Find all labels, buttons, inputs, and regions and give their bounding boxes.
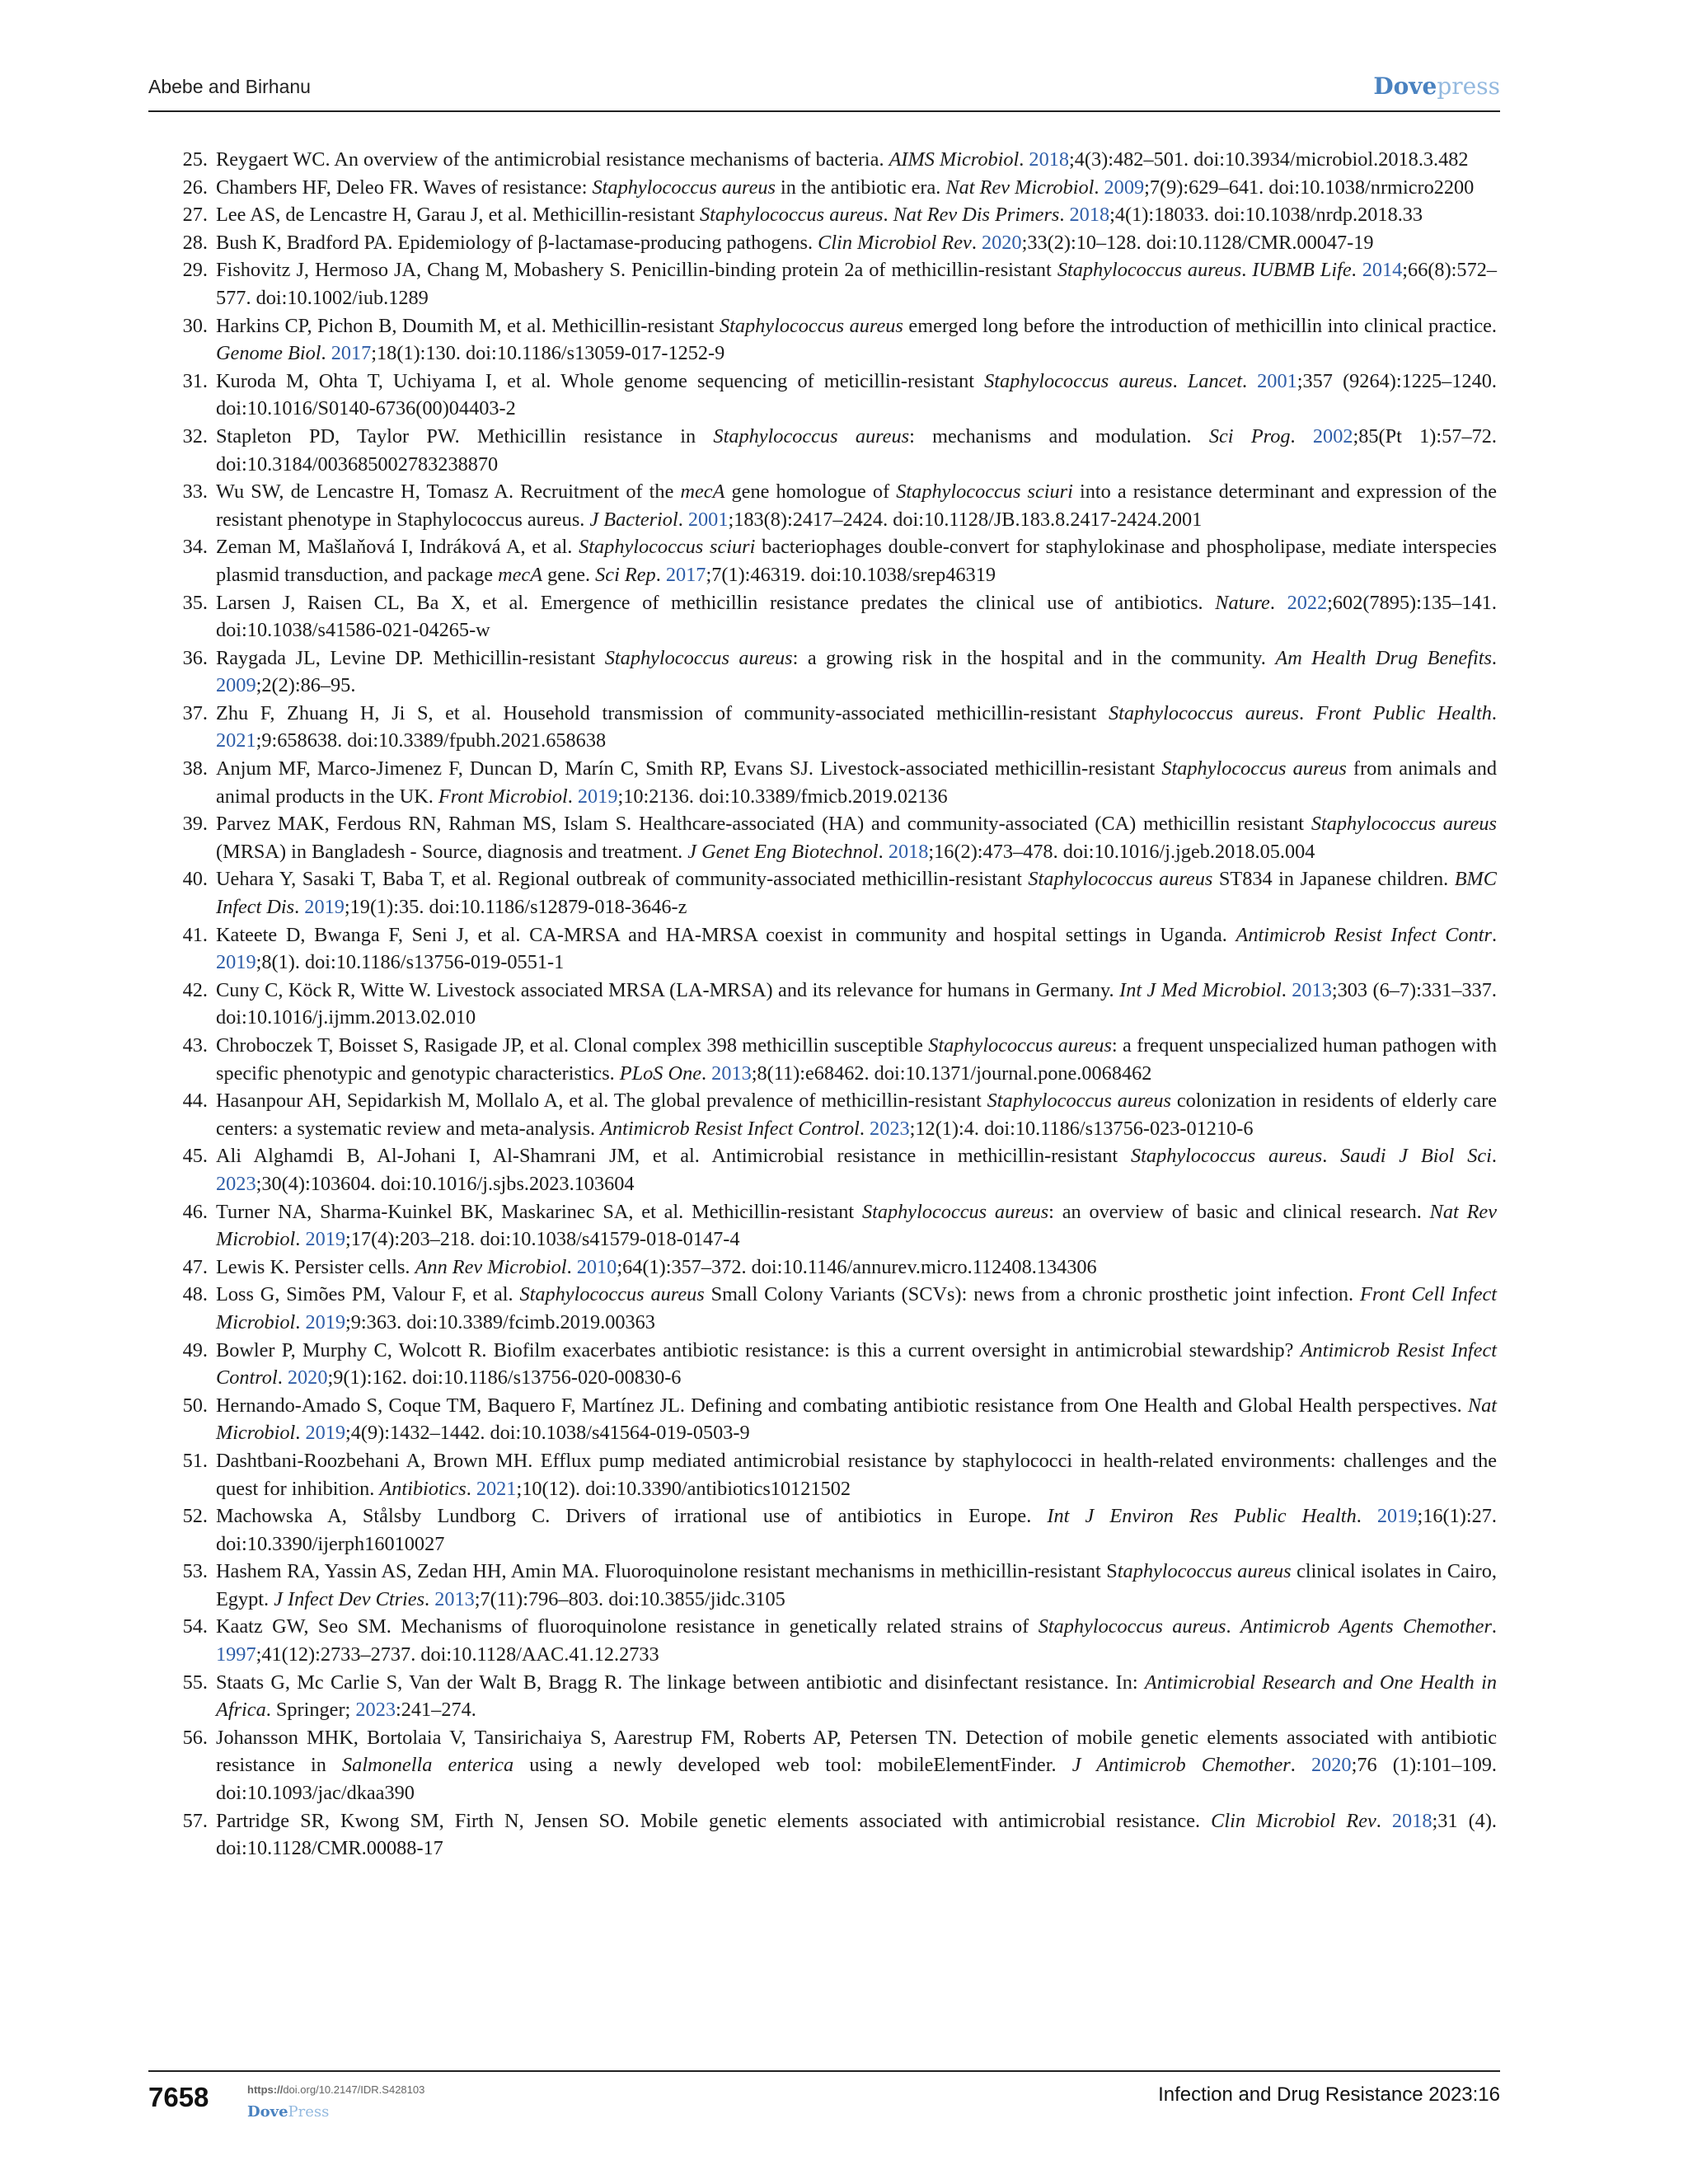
reference-item [175, 1254, 1497, 1282]
reference-number: 52. [182, 1505, 208, 1528]
reference-number: 27. [182, 204, 208, 227]
reference-text: ;9:363. doi:10.3389/fcimb.2019.00363 [345, 1310, 655, 1333]
reference-item [175, 1392, 1497, 1447]
reference-italic-text: Salmonella enterica [342, 1754, 514, 1777]
reference-text: . [1290, 424, 1313, 448]
reference-text: Harkins CP, Pichon B, Doumith M, et al. Methicillin-resistant [216, 314, 720, 337]
reference-number: 54. [182, 1615, 208, 1638]
reference-item [175, 1613, 1497, 1668]
reference-text: . [1356, 1505, 1377, 1528]
reference-italic-text: Int J Environ Res Public Health [1047, 1505, 1357, 1528]
reference-number: 26. [182, 176, 208, 199]
reference-italic-text: J Antimicrob Chemother [1071, 1754, 1291, 1777]
reference-text: ;19(1):35. doi:10.1186/s12879-018-3646-z [344, 896, 687, 919]
reference-number: 25. [182, 148, 208, 171]
reference-item [175, 533, 1497, 588]
reference-text: Dashtbani-Roozbehani A, Brown MH. Efflux pump mediated antimicrobial resistance by staphylococci in health-related environments: challenges and the quest for inhibition. [216, 1449, 1497, 1500]
reference-text: Hasanpour AH, Sepidarkish M, Mollalo A, et al. The global prevalence of methicillin-resistant [216, 1090, 987, 1113]
reference-text: . [321, 342, 331, 365]
reference-text: Zeman M, Mašlaňová I, Indráková A, et al. [216, 536, 579, 559]
reference-text: . [567, 785, 578, 808]
reference-number: 37. [182, 701, 208, 724]
reference-text: . [883, 204, 893, 227]
reference-italic-text: Staphylococcus aureus [1311, 813, 1497, 836]
reference-text: . [655, 563, 666, 586]
reference-number: 53. [182, 1560, 208, 1583]
reference-number: 35. [182, 591, 208, 614]
reference-italic-text: Front Microbiol [438, 785, 568, 808]
reference-item [175, 1198, 1497, 1254]
reference-item [175, 478, 1497, 533]
reference-text: . [295, 1310, 306, 1333]
reference-text: Parvez MAK, Ferdous RN, Rahman MS, Islam S. Healthcare-associated (HA) and community-associated (CA) methicillin resistant [216, 813, 1311, 836]
reference-year-link[interactable]: 2010 [576, 1255, 617, 1278]
reference-italic-text: Genome Biol [216, 342, 321, 365]
reference-text: Loss G, Simões PM, Valour F, et al. [216, 1283, 520, 1306]
reference-year-link[interactable]: 2013 [711, 1062, 752, 1085]
reference-text: ;602(7895):135–141. doi:10.1038/s41586-021-04265-w [216, 591, 1497, 642]
reference-text: ;4(9):1432–1442. doi:10.1038/s41564-019-0503-9 [345, 1422, 750, 1445]
running-head-authors: Abebe and Birhanu [148, 76, 311, 97]
reference-item [175, 229, 1497, 257]
reference-text: in the antibiotic era. [775, 176, 946, 199]
reference-item [175, 1558, 1497, 1613]
reference-text: Kateete D, Bwanga F, Seni J, et al. CA-MRSA and HA-MRSA coexist in community and hospital settings in Uganda. [216, 923, 1236, 946]
reference-year-link[interactable]: 2023 [870, 1117, 910, 1140]
reference-italic-text: Staphylococcus aureus [984, 369, 1173, 392]
reference-year-link[interactable]: 2020 [1311, 1754, 1352, 1777]
page-header [148, 73, 1500, 112]
journal-citation: Infection and Drug Resistance 2023:16 [1158, 2083, 1500, 2106]
reference-text: . [1491, 646, 1497, 669]
reference-text: Machowska A, Stålsby Lundborg C. Drivers of irrational use of antibiotics in Europe. [216, 1505, 1048, 1528]
reference-text: emerged long before the introduction of methicillin into clinical practice. [903, 314, 1497, 337]
reference-text: ;7(1):46319. doi:10.1038/srep46319 [706, 563, 996, 586]
reference-year-link[interactable]: 2018 [888, 840, 929, 863]
reference-text: . [1281, 978, 1292, 1001]
reference-text: . [878, 840, 889, 863]
reference-italic-text: mecA [680, 480, 725, 504]
reference-number: 29. [182, 259, 208, 282]
reference-item [175, 256, 1497, 312]
reference-italic-text: Front Public Health [1315, 701, 1492, 724]
reference-text: Bush K, Bradford PA. Epidemiology of β-lactamase-producing pathogens. [216, 231, 818, 254]
reference-italic-text: Ann Rev Microbiol [415, 1255, 567, 1278]
reference-text: colonization in residents of elderly care centers: a systematic review and meta-analysis. [216, 1090, 1497, 1140]
reference-number: 34. [182, 536, 208, 559]
reference-item [175, 1502, 1497, 1558]
reference-text: ;4(3):482–501. doi:10.3934/microbiol.2018.3.482 [1069, 148, 1469, 171]
reference-item [175, 1669, 1497, 1724]
reference-number: 44. [182, 1090, 208, 1113]
reference-item [175, 644, 1497, 700]
reference-text: ;8(11):e68462. doi:10.1371/journal.pone.0068462 [751, 1062, 1152, 1085]
reference-item [175, 146, 1497, 174]
reference-text: from animals and animal products in the UK. [216, 757, 1497, 808]
reference-number: 28. [182, 231, 208, 254]
reference-italic-text: J Genet Eng Biotechnol [687, 840, 879, 863]
reference-item [175, 977, 1497, 1032]
reference-list [175, 146, 1497, 1863]
reference-italic-text: Staphylococcus sciuri [579, 536, 756, 559]
reference-number: 45. [182, 1145, 208, 1168]
reference-text: ;17(4):203–218. doi:10.1038/s41579-018-0147-4 [345, 1228, 740, 1251]
reference-italic-text: Clin Microbiol Rev [1211, 1809, 1376, 1832]
reference-text: ;64(1):357–372. doi:10.1146/annurev.micro.112408.134306 [617, 1255, 1097, 1278]
reference-text: Hernando-Amado S, Coque TM, Baquero F, Martínez JL. Defining and combating antibiotic resistance from One Health and Global Health perspectives. [216, 1394, 1468, 1417]
reference-number: 47. [182, 1255, 208, 1278]
reference-text: Chambers HF, Deleo FR. Waves of resistance: [216, 176, 593, 199]
reference-text: . [1491, 1145, 1497, 1168]
reference-text: . Springer; [265, 1699, 356, 1722]
reference-year-link[interactable]: 2019 [216, 951, 256, 974]
reference-text: Wu SW, de Lencastre H, Tomasz A. Recruitment of the [216, 480, 681, 504]
reference-year-link[interactable]: 2023 [216, 1172, 256, 1195]
reference-text: ;16(2):473–478. doi:10.1016/j.jgeb.2018.05.004 [928, 840, 1315, 863]
reference-year-link[interactable]: 2019 [305, 1228, 346, 1251]
reference-number: 51. [182, 1449, 208, 1472]
reference-number: 39. [182, 813, 208, 836]
reference-italic-text: Staphylococcus aureus [987, 1090, 1171, 1113]
reference-year-link[interactable]: 2019 [1376, 1505, 1418, 1528]
reference-text: . [1290, 1754, 1311, 1777]
dovepress-footer-logo[interactable]: DovePress [247, 2103, 330, 2121]
reference-italic-text: Staphylococcus aureus [1057, 259, 1242, 282]
reference-number: 36. [182, 646, 208, 669]
reference-text: . [424, 1587, 435, 1610]
reference-italic-text: Staphylococcus aureus [928, 1034, 1112, 1057]
reference-italic-text: Staphylococcus aureus [713, 424, 910, 448]
reference-item [175, 700, 1497, 755]
reference-italic-text: Antimicrobial Research and One Health in Africa [216, 1671, 1497, 1722]
reference-italic-text: Clin Microbiol Rev [818, 231, 972, 254]
reference-italic-text: Nat Rev Microbiol [945, 176, 1095, 199]
reference-italic-text: Staphylococcus aureus [1028, 868, 1213, 891]
reference-italic-text: Int J Med Microbiol [1119, 978, 1282, 1001]
reference-text: Fishovitz J, Hermoso JA, Chang M, Mobashery S. Penicillin-binding protein 2a of methicillin-resistant [216, 259, 1057, 282]
reference-italic-text: AIMS Microbiol [889, 148, 1020, 171]
reference-text: Lewis K. Persister cells. [216, 1255, 415, 1278]
reference-year-link[interactable]: 2020 [981, 231, 1022, 254]
reference-text: . [1241, 259, 1253, 282]
reference-item [175, 1087, 1497, 1142]
reference-text: . [295, 1228, 306, 1251]
reference-text: . [1019, 148, 1029, 171]
reference-number: 48. [182, 1283, 208, 1306]
reference-year-link[interactable]: 2009 [216, 674, 256, 697]
reference-text: ;303 (6–7):331–337. doi:10.1016/j.ijmm.2013.02.010 [216, 978, 1498, 1029]
reference-text: ;183(8):2417–2424. doi:10.1128/JB.183.8.2417-2424.2001 [728, 508, 1203, 531]
reference-text: . [294, 896, 305, 919]
reference-text: Turner NA, Sharma-Kuinkel BK, Maskarinec SA, et al. Methicillin-resistant [216, 1200, 862, 1223]
reference-text: Anjum MF, Marco-Jimenez F, Duncan D, Marín C, Smith RP, Evans SJ. Livestock-associated methicillin-resistant [216, 757, 1162, 780]
reference-italic-text: Staphylococcus aureus [1131, 1145, 1323, 1168]
reference-text: Ali Alghamdi B, Al-Johani I, Al-Shamrani JM, et al. Antimicrobial resistance in methicillin-resistant [216, 1145, 1131, 1168]
reference-item [175, 589, 1497, 644]
reference-text: ;9:658638. doi:10.3389/fpubh.2021.658638 [256, 729, 607, 752]
reference-text: ;357 (9264):1225–1240. doi:10.1016/S0140-6736(00)04403-2 [216, 369, 1498, 420]
reference-text: Johansson MHK, Bortolaia V, Tansirichaiya S, Aarestrup FM, Roberts AP, Petersen TN. Detection of mobile genetic elements associated with antibiotic resistance in [216, 1726, 1497, 1777]
reference-text: ;12(1):4. doi:10.1186/s13756-023-01210-6 [909, 1117, 1254, 1140]
reference-text: ST834 in Japanese children. [1212, 868, 1455, 891]
reference-text: ;10(12). doi:10.3390/antibiotics10121502 [516, 1477, 851, 1500]
page-footer [148, 2070, 1500, 2138]
reference-item [175, 312, 1497, 368]
reference-text: . [1172, 369, 1188, 392]
reference-italic-text: Antimicrob Agents Chemother [1240, 1615, 1492, 1638]
reference-text: . [1491, 701, 1497, 724]
reference-italic-text: Staphylococcus aureus [519, 1283, 705, 1306]
reference-year-link[interactable]: 2020 [287, 1366, 328, 1390]
reference-year-link[interactable]: 2018 [1069, 204, 1110, 227]
reference-text: . [1094, 176, 1104, 199]
reference-text: Lee AS, de Lencastre H, Garau J, et al. Methicillin-resistant [216, 204, 700, 227]
reference-text: using a newly developed web tool: mobileElementFinder. [513, 1754, 1072, 1777]
reference-italic-text: Antibiotics [379, 1477, 467, 1500]
reference-text: : mechanisms and modulation. [909, 424, 1209, 448]
reference-italic-text: PLoS One [619, 1062, 702, 1085]
reference-year-link[interactable]: 2023 [355, 1699, 396, 1722]
reference-italic-text: Am Health Drug Benefits [1275, 646, 1492, 669]
reference-text: . [277, 1366, 288, 1390]
reference-number: 40. [182, 868, 208, 891]
reference-italic-text: Nat Microbiol [216, 1394, 1497, 1445]
reference-text: ;9(1):162. doi:10.1186/s13756-020-00830-6 [327, 1366, 682, 1390]
reference-text: Stapleton PD, Taylor PW. Methicillin resistance in [216, 424, 714, 448]
reference-text: Partridge SR, Kwong SM, Firth N, Jensen SO. Mobile genetic elements associated with antimicrobial resistance. [216, 1809, 1212, 1832]
reference-italic-text: Front Cell Infect Microbiol [216, 1283, 1498, 1333]
reference-text: . [1376, 1809, 1392, 1832]
reference-italic-text: Saudi J Biol Sci [1340, 1145, 1492, 1168]
reference-year-link[interactable]: 1997 [216, 1643, 256, 1666]
reference-year-link[interactable]: 2022 [1287, 591, 1328, 614]
reference-text: . [971, 231, 982, 254]
reference-text: ;7(9):629–641. doi:10.1038/nrmicro2200 [1144, 176, 1475, 199]
article-doi-link[interactable]: https://doi.org/10.2147/IDR.S428103 [247, 2083, 425, 2096]
reference-text: Small Colony Variants (SCVs): news from a chronic prosthetic joint infection. [704, 1283, 1360, 1306]
reference-text: Bowler P, Murphy C, Wolcott R. Biofilm exacerbates antibiotic resistance: is this a current oversight in antimicrobial stewardship? [216, 1338, 1301, 1361]
reference-text: Hashem RA, Yassin AS, Zedan HH, Amin MA. Fluoroquinolone resistant mechanisms in methicillin-resistant S [216, 1560, 1118, 1583]
reference-item [175, 1447, 1497, 1502]
reference-text: (MRSA) in Bangladesh - Source, diagnosis and treatment. [216, 840, 688, 863]
reference-text: . [1491, 923, 1498, 946]
reference-year-link[interactable]: 2009 [1104, 176, 1145, 199]
reference-italic-text: Staphylococcus aureus [861, 1200, 1049, 1223]
reference-text: gene homologue of [724, 480, 897, 504]
reference-text: ;2(2):86–95. [256, 674, 356, 697]
reference-number: 32. [182, 424, 208, 448]
reference-italic-text: Staphylococcus aureus [592, 176, 776, 199]
reference-year-link[interactable]: 2017 [331, 342, 372, 365]
reference-text: ;33(2):10–128. doi:10.1128/CMR.00047-19 [1021, 231, 1374, 254]
reference-number: 43. [182, 1034, 208, 1057]
reference-year-link[interactable]: 2019 [305, 1310, 346, 1333]
reference-text: Larsen J, Raisen CL, Ba X, et al. Emergence of methicillin resistance predates the clinical use of antibiotics. [216, 591, 1216, 614]
reference-year-link[interactable]: 2001 [1257, 369, 1297, 392]
reference-italic-text: Nat Rev Dis Primers [893, 204, 1060, 227]
reference-text: ;8(1). doi:10.1186/s13756-019-0551-1 [256, 951, 565, 974]
reference-italic-text: J Bacteriol [589, 508, 678, 531]
reference-item [175, 1337, 1497, 1392]
reference-text: . [295, 1422, 306, 1445]
reference-text: Zhu F, Zhuang H, Ji S, et al. Household transmission of community-associated methicillin-resistant [216, 701, 1109, 724]
reference-text: Staats G, Mc Carlie S, Van der Walt B, Bragg R. The linkage between antibiotic and disinfectant resistance. In: [216, 1671, 1145, 1694]
reference-number: 49. [182, 1338, 208, 1361]
reference-text: . [701, 1062, 712, 1085]
reference-italic-text: Staphylococcus aureus [719, 314, 903, 337]
reference-year-link[interactable]: 2014 [1362, 259, 1403, 282]
reference-italic-text: Antimicrob Resist Infect Control [600, 1117, 860, 1140]
reference-text: ;18(1):130. doi:10.1186/s13059-017-1252-9 [371, 342, 725, 365]
reference-italic-text: Sci Prog [1208, 424, 1291, 448]
reference-text: . [1491, 1615, 1497, 1638]
reference-year-link[interactable]: 2019 [305, 1422, 346, 1445]
dovepress-logo[interactable]: Dovepress [1373, 73, 1500, 100]
reference-item [175, 201, 1497, 229]
reference-italic-text: Nature [1215, 591, 1270, 614]
reference-number: 31. [182, 369, 208, 392]
reference-text: Kaatz GW, Seo SM. Mechanisms of fluoroquinolone resistance in genetically related strains of [216, 1615, 1039, 1638]
reference-text: : a growing risk in the hospital and in the community. [792, 646, 1276, 669]
reference-item [175, 755, 1497, 810]
reference-item [175, 1807, 1497, 1863]
reference-text: ;85(Pt 1):57–72. doi:10.3184/003685002783238870 [216, 424, 1497, 476]
reference-text: Kuroda M, Ohta T, Uchiyama I, et al. Whole genome sequencing of meticillin-resistant [216, 369, 985, 392]
reference-year-link[interactable]: 2018 [1391, 1809, 1432, 1832]
reference-text: ;31 (4). doi:10.1128/CMR.00088-17 [216, 1809, 1497, 1860]
reference-text: ;4(1):18033. doi:10.1038/nrdp.2018.33 [1109, 204, 1423, 227]
reference-italic-text: BMC Infect Dis [216, 868, 1497, 919]
reference-text: ;16(1):27. doi:10.3390/ijerph16010027 [216, 1505, 1497, 1555]
reference-number: 50. [182, 1394, 208, 1417]
reference-year-link[interactable]: 2019 [577, 785, 618, 808]
reference-text: Reygaert WC. An overview of the antimicrobial resistance mechanisms of bacteria. [216, 148, 889, 171]
reference-text: . [1241, 369, 1258, 392]
reference-year-link[interactable]: 2019 [304, 896, 345, 919]
reference-text: : a frequent unspecialized human pathogen with specific phenotypic and genotypic characteristics. [216, 1034, 1497, 1085]
reference-year-link[interactable]: 2013 [434, 1587, 475, 1610]
reference-text: clinical isolates in Cairo, Egypt. [216, 1560, 1497, 1610]
reference-text: . [566, 1255, 577, 1278]
reference-number: 57. [182, 1809, 208, 1832]
reference-text: . [1351, 259, 1362, 282]
page-number: 7658 [148, 2082, 209, 2112]
reference-text: . [678, 508, 688, 531]
reference-text: ;41(12):2733–2737. doi:10.1128/AAC.41.12.2733 [256, 1643, 659, 1666]
reference-italic-text: mecA [498, 563, 543, 586]
reference-text: ;7(11):796–803. doi:10.3855/jidc.3105 [474, 1587, 785, 1610]
reference-text: Cuny C, Köck R, Witte W. Livestock associated MRSA (LA-MRSA) and its relevance for humans in Germany. [216, 978, 1120, 1001]
reference-text: ;66(8):572–577. doi:10.1002/iub.1289 [216, 259, 1498, 309]
reference-text: Chroboczek T, Boisset S, Rasigade JP, et al. Clonal complex 398 methicillin susceptible [216, 1034, 929, 1057]
reference-italic-text: Antimicrob Resist Infect Control [216, 1338, 1497, 1390]
reference-text: gene. [542, 563, 596, 586]
reference-text: Raygada JL, Levine DP. Methicillin-resistant [216, 646, 605, 669]
reference-item [175, 1724, 1497, 1807]
reference-italic-text: J Infect Dev Ctries [274, 1587, 425, 1610]
reference-italic-text: Nat Rev Microbiol [216, 1200, 1497, 1251]
reference-italic-text: Sci Rep [595, 563, 656, 586]
reference-text: . [1322, 1145, 1341, 1168]
reference-item [175, 810, 1497, 865]
reference-italic-text: Antimicrob Resist Infect Contr [1236, 923, 1492, 946]
reference-text: ;10:2136. doi:10.3389/fmicb.2019.02136 [617, 785, 948, 808]
reference-number: 38. [182, 757, 208, 780]
reference-item [175, 423, 1497, 478]
reference-year-link[interactable]: 2018 [1029, 148, 1070, 171]
reference-italic-text: Staphylococcus sciuri [896, 480, 1073, 504]
reference-text: into a resistance determinant and expression of the resistant phenotype in Staphylococcus aureus. [216, 480, 1497, 531]
reference-italic-text: Staphylococcus aureus [1108, 701, 1299, 724]
reference-number: 55. [182, 1671, 208, 1694]
reference-item [175, 368, 1497, 423]
reference-text: . [1059, 204, 1070, 227]
reference-italic-text: Staphylococcus aureus [1038, 1615, 1226, 1638]
reference-text: Uehara Y, Sasaki T, Baba T, et al. Regional outbreak of community-associated methicillin-resistant [216, 868, 1029, 891]
reference-italic-text: IUBMB Life [1252, 259, 1352, 282]
reference-number: 42. [182, 978, 208, 1001]
reference-year-link[interactable]: 2021 [476, 1477, 517, 1500]
reference-text: ;30(4):103604. doi:10.1016/j.sjbs.2023.103604 [256, 1172, 635, 1195]
reference-text: . [1298, 701, 1316, 724]
reference-italic-text: Staphylococcus aureus [699, 204, 884, 227]
reference-text: :241–274. [395, 1699, 476, 1722]
reference-text: . [466, 1477, 476, 1500]
reference-number: 33. [182, 480, 208, 504]
reference-text: : an overview of basic and clinical research. [1048, 1200, 1430, 1223]
reference-italic-text: Staphylococcus aureus [1161, 757, 1347, 780]
reference-number: 30. [182, 314, 208, 337]
reference-item [175, 1032, 1497, 1087]
reference-italic-text: taphylococcus aureus [1117, 1560, 1292, 1583]
reference-year-link[interactable]: 2017 [665, 563, 706, 586]
reference-italic-text: Lancet [1187, 369, 1242, 392]
reference-item [175, 865, 1497, 921]
reference-year-link[interactable]: 2001 [687, 508, 729, 531]
reference-year-link[interactable]: 2013 [1292, 978, 1332, 1001]
reference-text: . [1226, 1615, 1240, 1638]
reference-item [175, 1281, 1497, 1336]
reference-number: 41. [182, 923, 208, 946]
reference-text: . [1269, 591, 1287, 614]
reference-item [175, 174, 1497, 202]
reference-item [175, 921, 1497, 977]
reference-italic-text: Staphylococcus aureus [604, 646, 793, 669]
reference-text: bacteriophages double-convert for staphylokinase and phospholipase, mediate interspecies plasmid transduction, and package [216, 536, 1497, 586]
reference-number: 56. [182, 1726, 208, 1749]
reference-text: ;76 (1):101–109. doi:10.1093/jac/dkaa390 [216, 1754, 1497, 1805]
reference-number: 46. [182, 1200, 208, 1223]
reference-text: . [859, 1117, 870, 1140]
reference-year-link[interactable]: 2021 [216, 729, 256, 752]
reference-year-link[interactable]: 2002 [1312, 424, 1353, 448]
reference-item [175, 1142, 1497, 1197]
